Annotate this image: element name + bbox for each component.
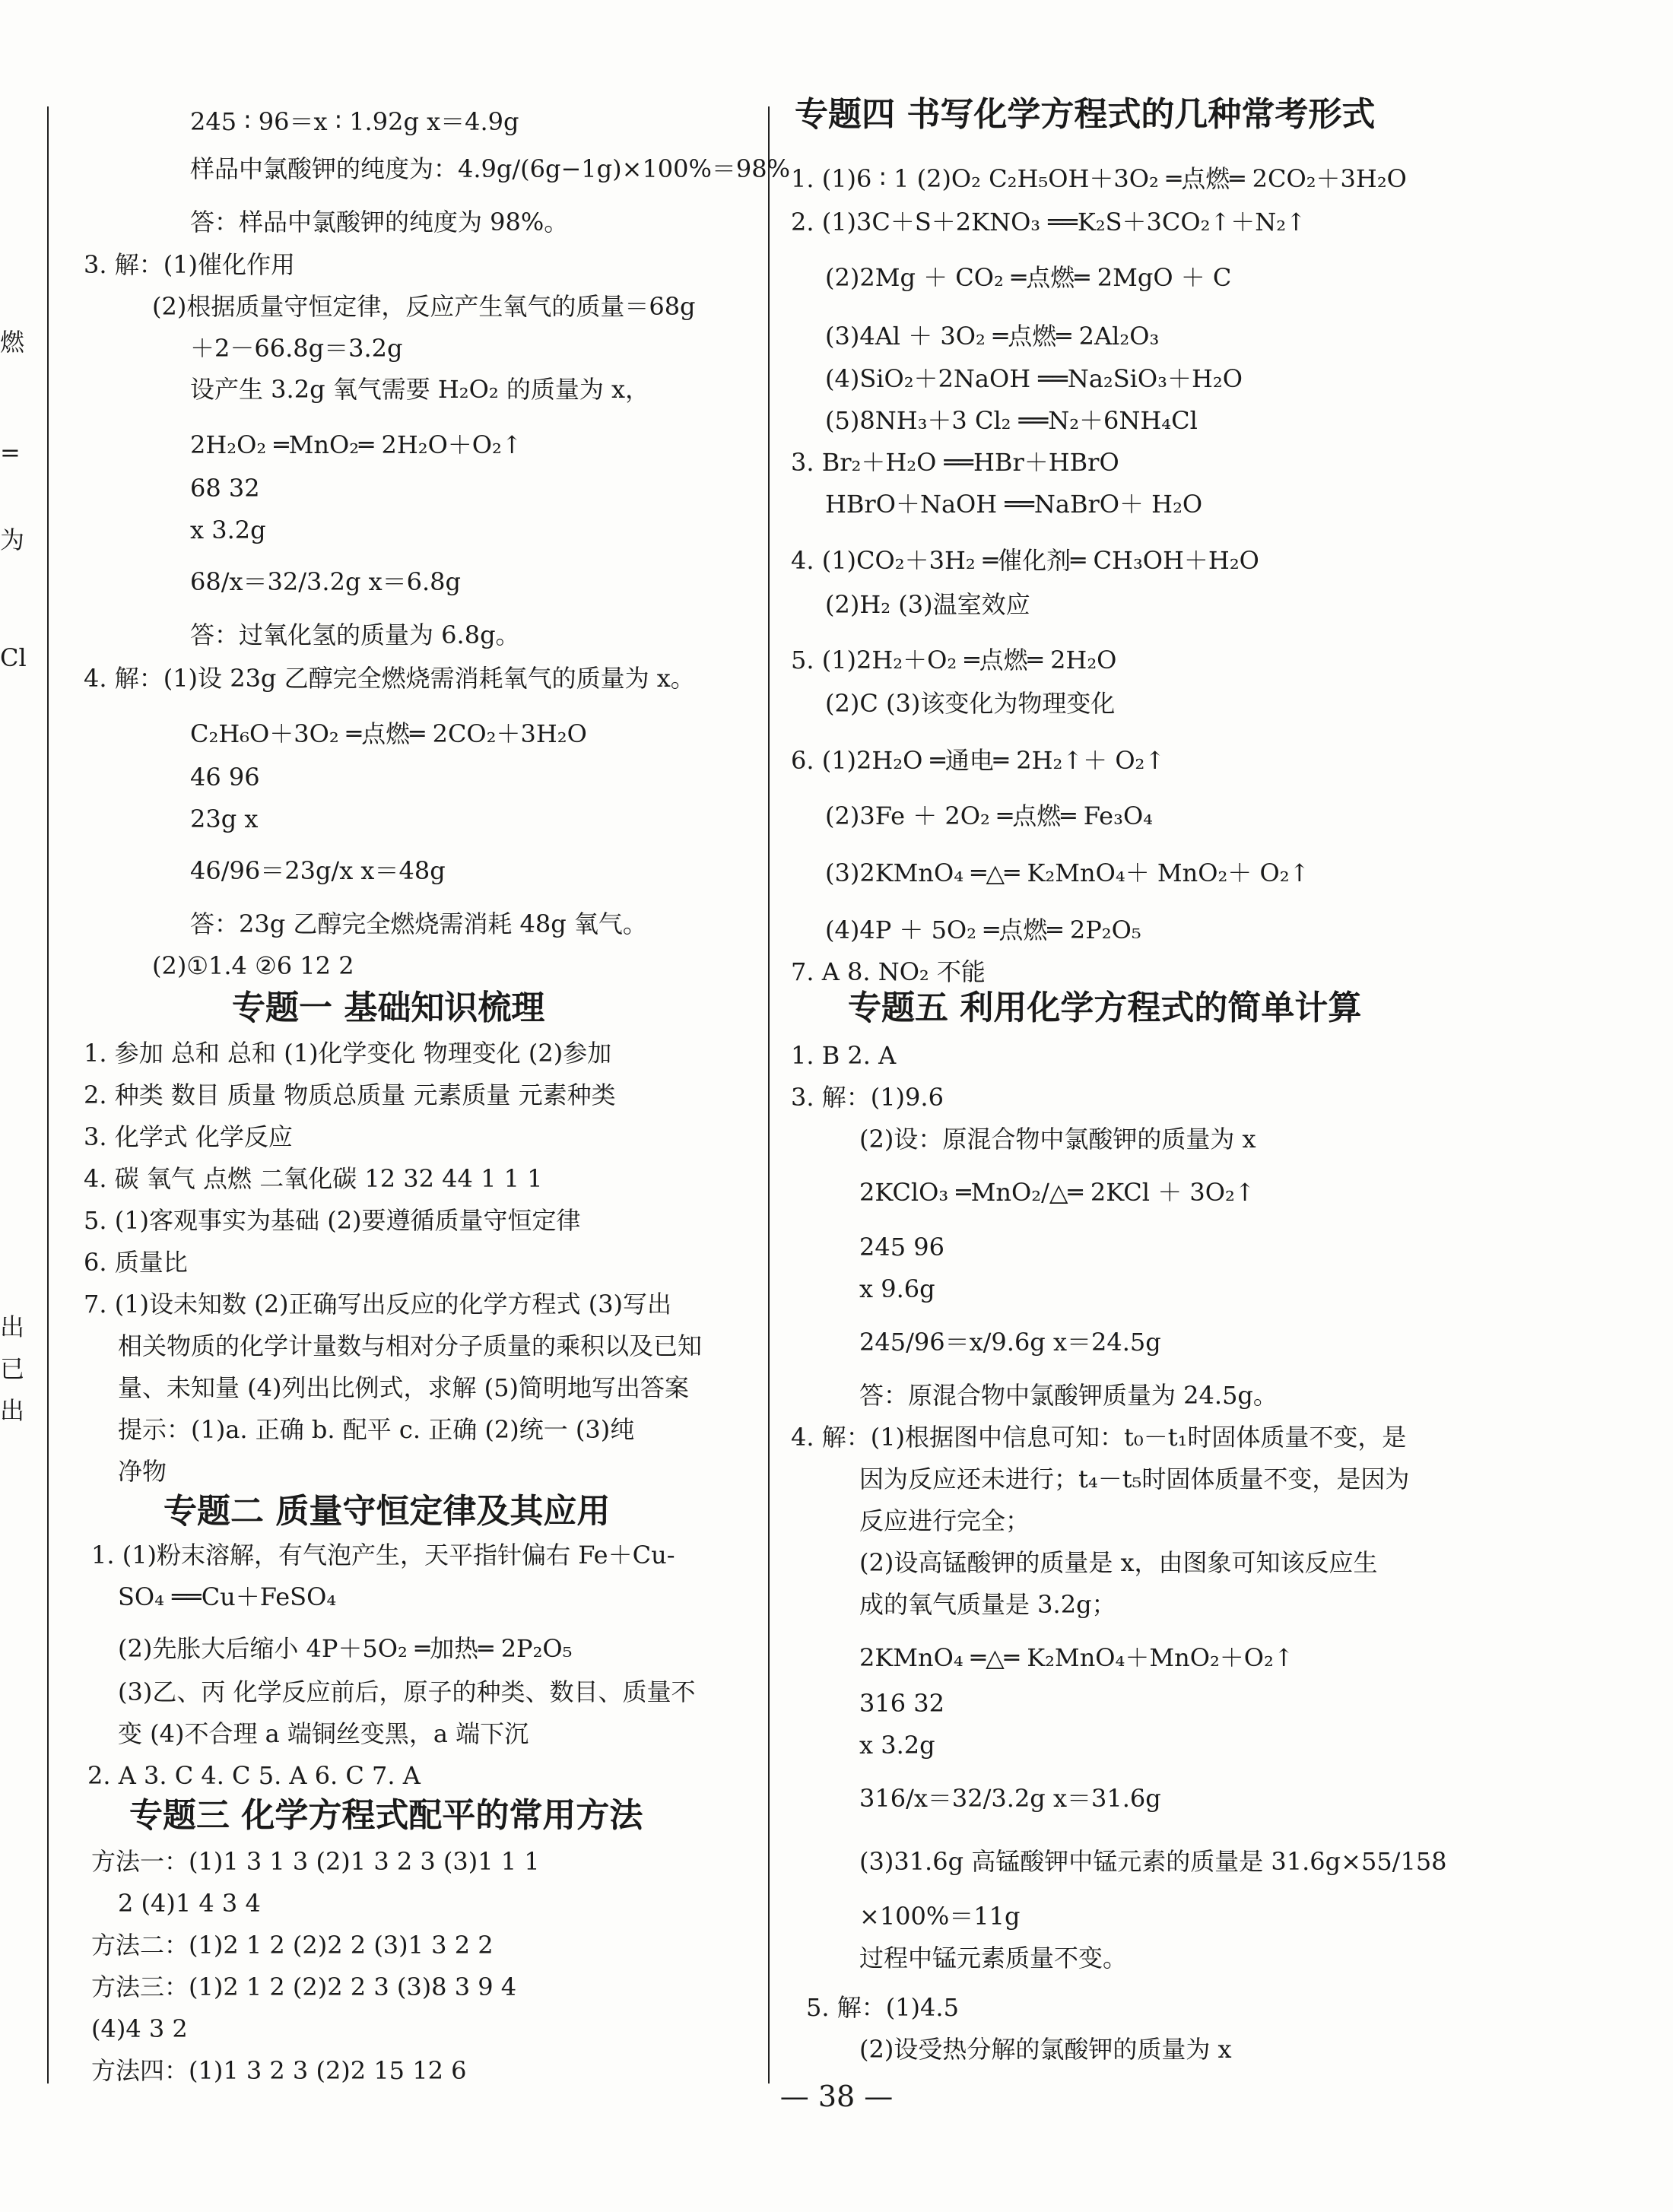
- text-line: 23g x: [190, 805, 259, 833]
- text-line: 答：原混合物中氯酸钾质量为 24.5g。: [859, 1381, 1278, 1410]
- text-line: (2)设受热分解的氯酸钾的质量为 x: [859, 2035, 1232, 2064]
- equation: HBrO＋NaOH ══NaBrO＋ H₂O: [825, 490, 1203, 519]
- equation: 3. Br₂＋H₂O ══HBr＋HBrO: [791, 448, 1119, 477]
- text-line: 2. 种类 数目 质量 物质总质量 元素质量 元素种类: [84, 1081, 616, 1109]
- equation: 245/96＝x/9.6g x＝24.5g: [859, 1328, 1161, 1357]
- margin-char: 燃: [0, 328, 25, 357]
- equation: SO₄ ══Cu＋FeSO₄: [118, 1582, 337, 1611]
- margin-char: =: [0, 438, 21, 467]
- text-line: 316 32: [859, 1689, 944, 1718]
- text-line: x 3.2g: [859, 1731, 935, 1760]
- text-line: 样品中氯酸钾的纯度为：4.9g/(6g−1g)×100%＝98%: [190, 154, 791, 183]
- margin-char: 出: [0, 1312, 25, 1341]
- column-divider: [768, 106, 770, 2083]
- text-line: 4. 解：(1)设 23g 乙醇完全燃烧需消耗氧气的质量为 x。: [84, 664, 695, 693]
- equation: (2)先胀大后缩小 4P＋5O₂ ═加热═ 2P₂O₅: [118, 1634, 573, 1663]
- section-title: 专题四 书写化学方程式的几种常考形式: [795, 95, 1376, 134]
- text-line: 成的氧气质量是 3.2g；: [859, 1590, 1116, 1619]
- text-line: (4)4 3 2: [91, 2014, 188, 2043]
- equation: 5. (1)2H₂＋O₂ ═点燃═ 2H₂O: [791, 646, 1117, 674]
- text-line: (2)①1.4 ②6 12 2: [152, 951, 354, 980]
- equation: 2. (1)3C＋S＋2KNO₃ ══K₂S＋3CO₂↑＋N₂↑: [791, 208, 1306, 236]
- text-line: 1. (1)粉末溶解，有气泡产生，天平指针偏右 Fe＋Cu-: [91, 1541, 675, 1569]
- text-line: x 9.6g: [859, 1274, 935, 1303]
- page-number: — 38 —: [779, 2080, 894, 2113]
- text-line: 68 32: [190, 474, 260, 503]
- equation: (2)3Fe ＋ 2O₂ ═点燃═ Fe₃O₄: [825, 801, 1154, 830]
- text-line: 7. A 8. NO₂ 不能: [791, 957, 986, 986]
- text-line: ×100%＝11g: [859, 1902, 1021, 1931]
- text-line: 2 (4)1 4 3 4: [118, 1889, 261, 1918]
- text-line: 3. 解：(1)催化作用: [84, 250, 296, 279]
- text-line: 245 96: [859, 1233, 944, 1262]
- margin-char: 为: [0, 525, 25, 554]
- text-line: (3)乙、丙 化学反应前后，原子的种类、数目、质量不: [118, 1677, 696, 1706]
- equation: 2KMnO₄ ═△═ K₂MnO₄＋MnO₂＋O₂↑: [859, 1643, 1294, 1672]
- text-line: (2)H₂ (3)温室效应: [825, 590, 1030, 619]
- margin-char: 出: [0, 1396, 25, 1425]
- text-line: 变 (4)不合理 a 端铜丝变黑，a 端下沉: [118, 1719, 529, 1748]
- text-line: 过程中锰元素质量不变。: [859, 1944, 1128, 1972]
- margin-char: 已: [0, 1354, 25, 1383]
- text-line: 1. B 2. A: [791, 1041, 897, 1070]
- text-line: x 3.2g: [190, 516, 266, 544]
- text-line: 1. 参加 总和 总和 (1)化学变化 物理变化 (2)参加: [84, 1039, 612, 1068]
- equation: 316/x＝32/3.2g x＝31.6g: [859, 1784, 1161, 1813]
- text-line: 方法四：(1)1 3 2 3 (2)2 15 12 6: [91, 2056, 467, 2085]
- section-title: 专题三 化学方程式配平的常用方法: [129, 1796, 643, 1835]
- equation: (3)4Al ＋ 3O₂ ═点燃═ 2Al₂O₃: [825, 322, 1160, 351]
- equation: (2)2Mg ＋ CO₂ ═点燃═ 2MgO ＋ C: [825, 263, 1232, 292]
- equation: C₂H₆O＋3O₂ ═点燃═ 2CO₂＋3H₂O: [190, 719, 587, 748]
- equation: (4)4P ＋ 5O₂ ═点燃═ 2P₂O₅: [825, 916, 1141, 944]
- text-line: 答：样品中氯酸钾的纯度为 98%。: [190, 208, 569, 236]
- text-line: 方法二：(1)2 1 2 (2)2 2 (3)1 3 2 2: [91, 1931, 494, 1960]
- equation: 46/96＝23g/x x＝48g: [190, 856, 446, 885]
- equation: (3)2KMnO₄ ═△═ K₂MnO₄＋ MnO₂＋ O₂↑: [825, 858, 1310, 887]
- equation: 1. (1)6 ∶ 1 (2)O₂ C₂H₅OH＋3O₂ ═点燃═ 2CO₂＋3H₂O: [791, 164, 1407, 193]
- margin-rule: [47, 106, 49, 2083]
- section-title: 专题一 基础知识梳理: [232, 989, 545, 1027]
- text-line: 答：过氧化氢的质量为 6.8g。: [190, 620, 520, 649]
- text-line: 6. 质量比: [84, 1248, 188, 1277]
- equation: (4)SiO₂＋2NaOH ══Na₂SiO₃＋H₂O: [825, 364, 1243, 393]
- text-line: 5. (1)客观事实为基础 (2)要遵循质量守恒定律: [84, 1206, 581, 1235]
- text-line: 净物: [118, 1457, 167, 1486]
- text-line: 方法一：(1)1 3 1 3 (2)1 3 2 3 (3)1 1 1: [91, 1847, 540, 1876]
- text-line: (2)根据质量守恒定律，反应产生氧气的质量＝68g: [152, 292, 696, 321]
- text-line: 5. 解：(1)4.5: [806, 1993, 959, 2022]
- text-line: (2)设高锰酸钾的质量是 x，由图象可知该反应生: [859, 1548, 1378, 1577]
- text-line: 相关物质的化学计量数与相对分子质量的乘积以及已知: [118, 1331, 703, 1360]
- equation: 4. (1)CO₂＋3H₂ ═催化剂═ CH₃OH＋H₂O: [791, 546, 1259, 575]
- text-line: 7. (1)设未知数 (2)正确写出反应的化学方程式 (3)写出: [84, 1290, 672, 1319]
- equation: 2KClO₃ ═MnO₂/△═ 2KCl ＋ 3O₂↑: [859, 1178, 1256, 1207]
- text-line: 4. 碳 氧气 点燃 二氧化碳 12 32 44 1 1 1: [84, 1164, 543, 1193]
- text-line: 2. A 3. C 4. C 5. A 6. C 7. A: [87, 1761, 421, 1790]
- text-line: 提示：(1)a. 正确 b. 配平 c. 正确 (2)统一 (3)纯: [118, 1415, 635, 1444]
- section-title: 专题二 质量守恒定律及其应用: [163, 1492, 611, 1531]
- text-line: 3. 解：(1)9.6: [791, 1083, 944, 1112]
- text-line: (2)C (3)该变化为物理变化: [825, 689, 1116, 718]
- text-line: 4. 解：(1)根据图中信息可知：t₀－t₁时固体质量不变，是: [791, 1423, 1407, 1452]
- text-line: 245 ∶ 96＝x ∶ 1.92g x＝4.9g: [190, 107, 519, 136]
- equation: 68/x＝32/3.2g x＝6.8g: [190, 567, 462, 596]
- text-line: 反应进行完全；: [859, 1506, 1030, 1535]
- margin-char: Cl: [0, 643, 27, 672]
- text-line: 方法三：(1)2 1 2 (2)2 2 3 (3)8 3 9 4: [91, 1972, 517, 2001]
- equation: 6. (1)2H₂O ═通电═ 2H₂↑＋ O₂↑: [791, 746, 1166, 775]
- text-line: 46 96: [190, 763, 260, 792]
- text-line: 设产生 3.2g 氧气需要 H₂O₂ 的质量为 x，: [190, 375, 650, 404]
- section-title: 专题五 利用化学方程式的简单计算: [848, 989, 1362, 1027]
- text-line: 因为反应还未进行；t₄－t₅时固体质量不变，是因为: [859, 1465, 1410, 1493]
- text-line: (3)31.6g 高锰酸钾中锰元素的质量是 31.6g×55/158: [859, 1847, 1447, 1876]
- text-line: (2)设：原混合物中氯酸钾的质量为 x: [859, 1125, 1256, 1154]
- text-line: ＋2－66.8g＝3.2g: [190, 334, 403, 363]
- text-line: 3. 化学式 化学反应: [84, 1122, 293, 1151]
- text-line: 答：23g 乙醇完全燃烧需消耗 48g 氧气。: [190, 909, 647, 938]
- equation: (5)8NH₃＋3 Cl₂ ══N₂＋6NH₄Cl: [825, 406, 1198, 435]
- equation: 2H₂O₂ ═MnO₂═ 2H₂O＋O₂↑: [190, 430, 522, 459]
- text-line: 量、未知量 (4)列出比例式，求解 (5)简明地写出答案: [118, 1373, 690, 1402]
